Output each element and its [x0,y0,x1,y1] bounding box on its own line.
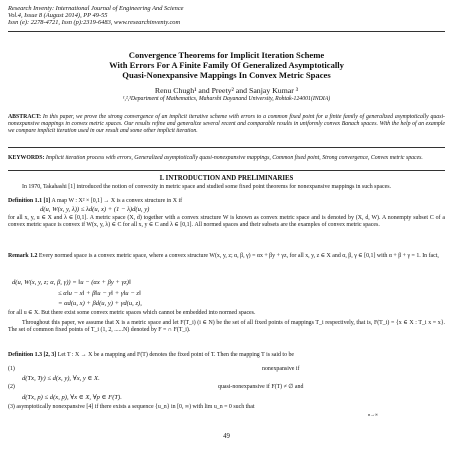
throughout-text: Throughout this paper, we assume that X is a metric space and let F(T_i) (i ∈ N) be the set of all fixed points of mappings T_i respectively, that is, F(T_i) = {x ∈ X : T_i x = x}. The set of common fixed points of T_i (1, 2, ......N) denoted by F = ∩ F(T_i). [8,320,445,333]
item3-limit-sub: n→∞ [368,412,378,417]
intro-text: In 1970, Takahashi [1] introduced the notion of convexity in metric space and studied some fixed point theorems for nonexpansive mappings in such spaces. [22,184,392,190]
remark12-formula-3: = αd(u, x) + βd(u, y) + γd(u, z), [58,300,142,307]
throughout-paragraph [8,320,445,333]
header-rule [8,31,445,32]
item3 [8,404,445,411]
abstract-rule [8,147,445,148]
item3-text: (3) asymptotically nonexpansive [4] if there exists a sequence {u_n} in [0, ∞) with lim u_n = 0 such that [8,404,255,410]
item1-label: nonexpansive if [262,366,300,372]
journal-name: Research Inventy: International Journal of Engineering And Science [8,5,184,12]
abstract-label: ABSTRACT: [8,114,42,120]
keywords-rule [8,170,445,171]
journal-issn: Issn (e): 2278-4721, Issn (p):2319-6483, www.researchinventy.com [8,19,181,27]
item1-formula: d(Tx, Ty) ≤ d(x, y), ∀x, y ∈ X. [22,375,100,382]
definition-1-1 [8,198,445,205]
item2-label: quasi-nonexpansive if F(T) ≠ ∅ and [218,384,304,390]
item2-tag: (2) [8,384,15,390]
def11-after-text: for all x, y, u ∈ X and λ ∈ [0,1]. A metric space (X, d) together with a convex structure W is known as convex metric space and is denoted by (X, d, W). A nonempty subset C of a convex metric space is convex if W(x, y, λ) ∈ C for all x, y ∈ C and λ ∈ [0,1]. All normed spaces and their subsets are the examples of convex metric spaces. [8,215,445,228]
def11-continuation [8,215,445,228]
def13-label: Definition 1.3 [2, 3] [8,352,57,358]
affiliation: ¹,²,³Department of Mathematics, Maharshi Dayanand University, Rohtak-124001(INDIA) [122,96,331,102]
remark-1-2 [8,253,445,260]
journal-header [8,5,184,27]
keywords [8,155,445,162]
item2-formula: d(Tx, p) ≤ d(x, p), ∀x ∈ X, ∀p ∈ F(T). [22,394,122,401]
definition-1-3 [8,352,445,359]
remark12-text: Every normed space is a convex metric space, where a convex structure W(x, y, z; α, β, γ) = αx + βy + γz, for all x, y, z ∈ X and α, β, γ ∈ [0,1] with α + β + γ = 1. In fact, [37,253,439,259]
remark12-continuation [8,310,445,317]
title-line-3: Quasi-Nonexpansive Mappings In Convex Metric Spaces [122,70,331,80]
abstract-text: In this paper, we prove the strong convergence of an implicit iterative scheme with errors to a common fixed point for a finite family of generalized asymptotically quasi-nonexpansive mappings in convex metric spaces. Our results refine and generalize several recent and comparable results in uniformly convex Banach spaces. With the help of an example we compare implicit iteration used in our result and some other implicit iteration. [8,114,445,134]
keywords-label: KEYWORDS: [8,155,45,161]
remark12-label: Remark 1.2 [8,253,38,259]
def13-text: Let T : X → X be a mapping and F(T) denotes the fixed point of T. Then the mapping T is said to be [56,352,295,358]
def11-formula: d(u, W(x, y, λ)) ≤ λd(u, x) + (1 − λ)d(u, y) [40,206,150,213]
paper-title [20,50,433,80]
remark12-formula-1: d(u, W(x, y, z; α, β, γ)) = ‖u − (αx + βy + γz)‖ [12,279,131,286]
page-number: 49 [223,433,230,440]
def11-label: Definition 1.1 [1] [8,198,51,204]
title-line-2: With Errors For A Finite Family Of Generalized Asymptotically [109,60,344,70]
keywords-text: Implicit iteration process with errors, Generalized asymptotically quasi-nonexpansive mappings, Common fixed point, Strong convergence, Convex metric spaces. [44,155,423,161]
abstract [8,114,445,135]
remark12-formula-2: ≤ α‖u − x‖ + β‖u − y‖ + γ‖u − z‖ [58,290,141,297]
remark12-after-text: for all u ∈ X. But there exist some convex metric spaces which cannot be embedded into normed spaces. [8,310,256,316]
journal-volume: Vol.4, Issue 8 (August 2014), PP 49-55 [8,12,108,20]
def11-text: A map W : X² × [0,1] → X is a convex structure in X if [50,198,183,204]
section-heading: I. INTRODUCTION AND PRELIMINARIES [159,175,294,182]
authors: Renu Chugh¹ and Preety² and Sanjay Kumar ³ [154,86,299,95]
item1-tag: (1) [8,366,15,372]
title-line-1: Convergence Theorems for Implicit Iteration Scheme [128,50,325,60]
intro-paragraph [8,184,445,191]
